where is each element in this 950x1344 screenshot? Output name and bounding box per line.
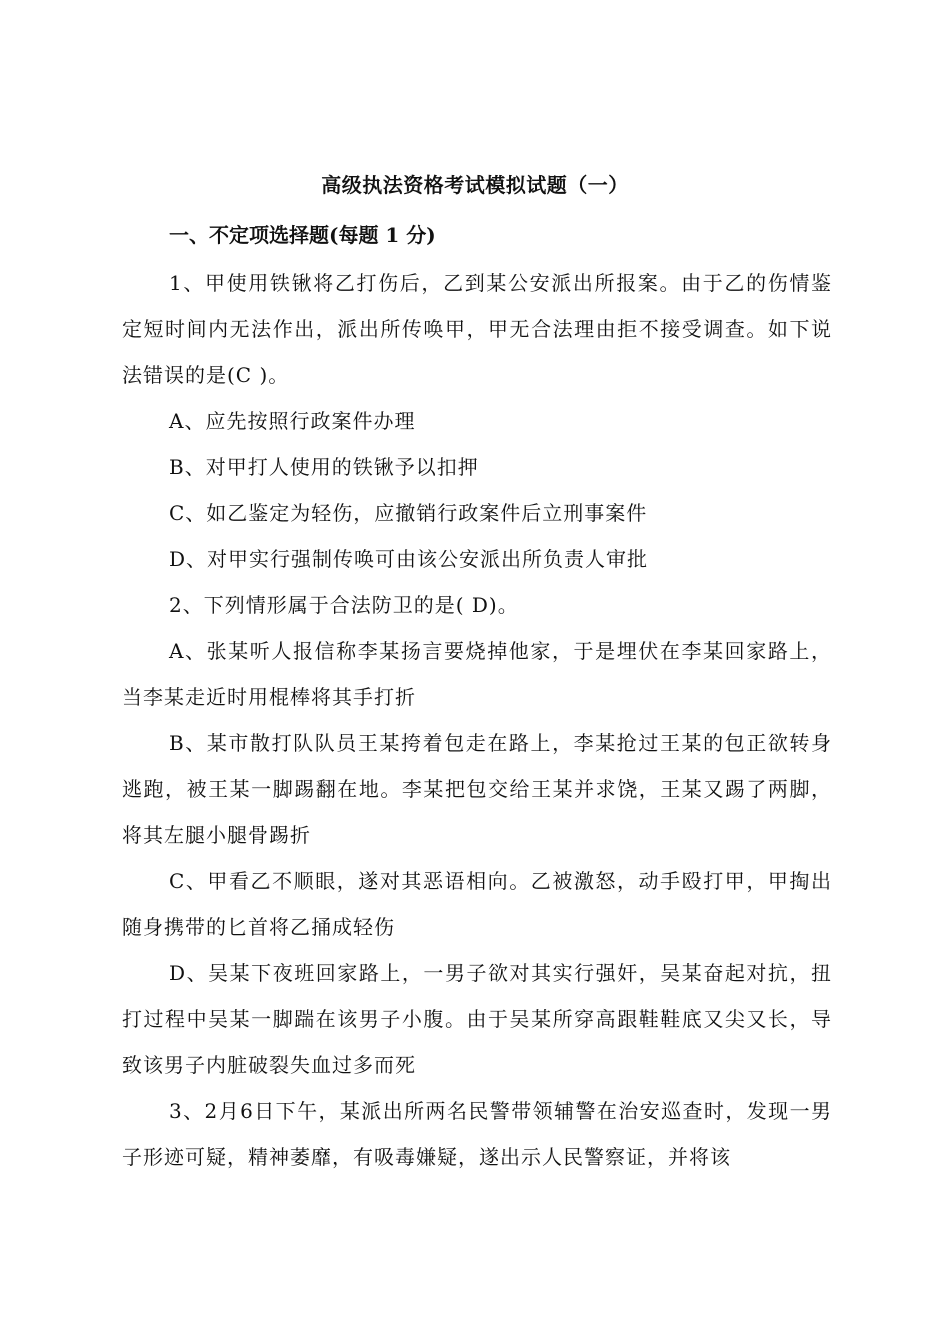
question-2-option-b: B、某市散打队队员王某挎着包走在路上，李某抢过王某的包正欲转身逃跑，被王某一脚踢翻在地。李某把包交给王某并求饶，王某又踢了两脚，将其左腿小腿骨踢折: [122, 731, 832, 847]
question-2-stem: 2、下列情形属于合法防卫的是( D)。: [169, 593, 519, 617]
question-1-option-b: B、对甲打人使用的铁锹予以扣押: [169, 455, 479, 479]
question-body: [122, 260, 832, 1180]
section-heading: 一、不定项选择题(每题 1 分): [169, 223, 436, 247]
question-3-stem: 3、2月6日下午，某派出所两名民警带领辅警在治安巡查时，发现一男子形迹可疑，精神萎靡，有吸毒嫌疑，遂出示人民警察证，并将该: [122, 1099, 832, 1169]
question-2-option-c: C、甲看乙不顺眼，遂对其恶语相向。乙被激怒，动手殴打甲，甲掏出随身携带的匕首将乙捅成轻伤: [122, 869, 832, 939]
document-title: 高级执法资格考试模拟试题（一）: [321, 173, 629, 197]
question-1-option-c: C、如乙鉴定为轻伤，应撤销行政案件后立刑事案件: [169, 501, 648, 525]
question-2-option-d: D、吴某下夜班回家路上，一男子欲对其实行强奸，吴某奋起对抗，扭打过程中吴某一脚踹在该男子小腹。由于吴某所穿高跟鞋鞋底又尖又长，导致该男子内脏破裂失血过多而死: [122, 961, 832, 1077]
question-1-option-a: A、应先按照行政案件办理: [169, 409, 416, 433]
question-2-option-a: A、张某听人报信称李某扬言要烧掉他家，于是埋伏在李某回家路上，当李某走近时用棍棒将其手打折: [122, 639, 832, 709]
question-1-stem: 1、甲使用铁锹将乙打伤后，乙到某公安派出所报案。由于乙的伤情鉴定短时间内无法作出，派出所传唤甲，甲无合法理由拒不接受调查。如下说法错误的是(C )。: [122, 271, 832, 387]
question-1-option-d: D、对甲实行强制传唤可由该公安派出所负责人审批: [169, 547, 649, 571]
